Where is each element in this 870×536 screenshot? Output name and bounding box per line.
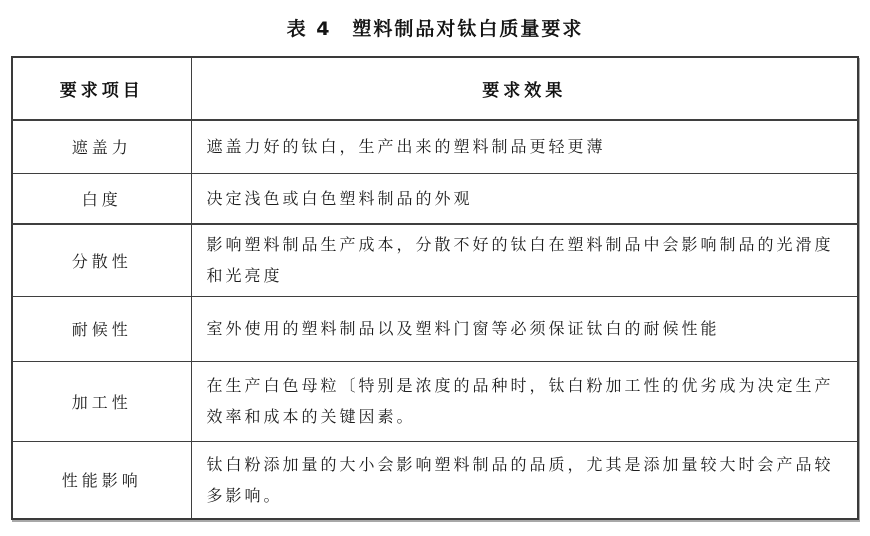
column-header-item: 要求项目 [12, 57, 191, 120]
effect-cell: 钛白粉添加量的大小会影响塑料制品的品质，尤其是添加量较大时会产品较多影响。 [191, 441, 858, 519]
table-caption: 表 4 塑料制品对钛白质量要求 [286, 18, 584, 40]
item-cell: 白度 [12, 173, 191, 224]
item-cell: 性能影响 [12, 441, 191, 519]
item-cell: 加工性 [12, 361, 191, 441]
effect-cell: 遮盖力好的钛白，生产出来的塑料制品更轻更薄 [191, 120, 858, 173]
table-row [12, 361, 858, 441]
table-row [12, 173, 858, 224]
item-cell: 遮盖力 [12, 120, 191, 173]
table-row [12, 224, 858, 296]
effect-cell: 在生产白色母粒〔特别是浓度的品种时，钛白粉加工性的优劣成为决定生产效率和成本的关键因素。 [191, 361, 858, 441]
effect-cell: 决定浅色或白色塑料制品的外观 [191, 173, 858, 224]
table-row [12, 120, 858, 173]
column-header-effect: 要求效果 [191, 57, 858, 120]
item-cell: 分散性 [12, 224, 191, 296]
table-row [12, 441, 858, 519]
table-row [12, 296, 858, 361]
effect-cell: 室外使用的塑料制品以及塑料门窗等必须保证钛白的耐候性能 [191, 296, 858, 361]
item-cell: 耐候性 [12, 296, 191, 361]
header-row [12, 57, 858, 120]
effect-cell: 影响塑料制品生产成本，分散不好的钛白在塑料制品中会影响制品的光滑度和光亮度 [191, 224, 858, 296]
quality-requirements-table [11, 56, 859, 520]
